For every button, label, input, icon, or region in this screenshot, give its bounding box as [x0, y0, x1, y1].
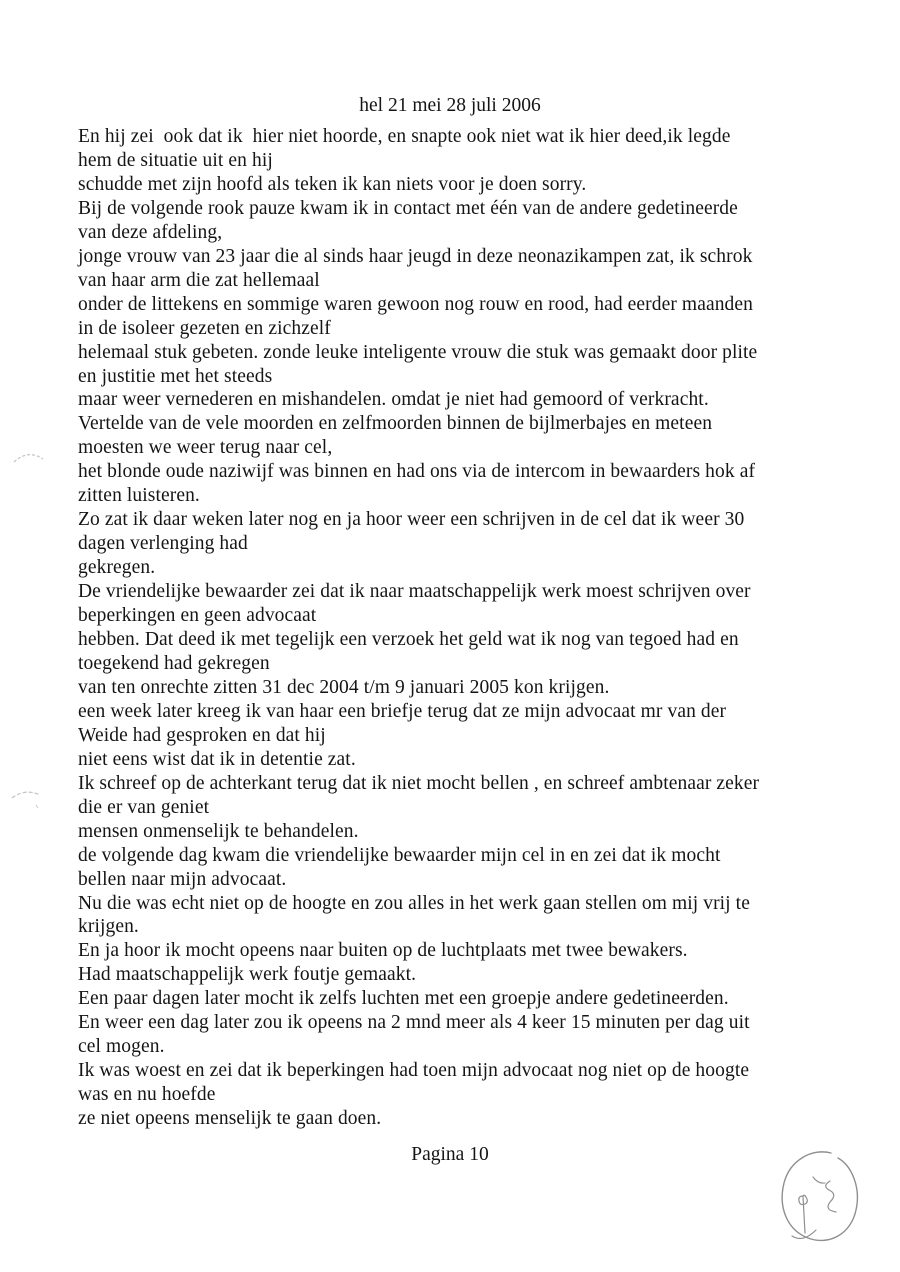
body-line: En hij zei ook dat ik hier niet hoorde, en snapte ook niet wat ik hier deed,ik legde — [78, 126, 731, 147]
body-line: De vriendelijke bewaarder zei dat ik naar maatschappelijk werk moest schrijven over — [78, 581, 751, 603]
body-line: maar weer vernederen en mishandelen. omdat je niet had gemoord of verkracht. — [78, 389, 709, 411]
body-line: schudde met zijn hoofd als teken ik kan niets voor je doen sorry. — [78, 173, 587, 195]
body-line: Bij de volgende rook pauze kwam ik in contact met één van de andere gedetineerde — [78, 197, 738, 219]
margin-mark-icon — [12, 792, 40, 798]
body-line: van haar arm die zat hellemaal — [78, 269, 320, 291]
body-line: helemaal stuk gebeten. zonde leuke inteligente vrouw die stuk was gemaakt door plite — [78, 341, 758, 363]
body-line: dagen verlenging had — [78, 533, 248, 555]
body-line: Een paar dagen later mocht ik zelfs luchten met een groepje andere gedetineerden. — [78, 988, 729, 1010]
body-line: niet eens wist dat ik in detentie zat. — [78, 748, 356, 770]
body-line: Had maatschappelijk werk foutje gemaakt. — [78, 964, 417, 986]
margin-mark-icon — [14, 455, 43, 462]
body-line: de volgende dag kwam die vriendelijke bewaarder mijn cel in en zei dat ik mocht — [78, 844, 721, 866]
body-line: het blonde oude naziwijf was binnen en had ons via de intercom in bewaarders hok af — [78, 461, 756, 483]
body-line: jonge vrouw van 23 jaar die al sinds haar jeugd in deze neonazikampen zat, ik schrok — [78, 245, 753, 267]
document-title: hel 21 mei 28 juli 2006 — [359, 95, 541, 116]
document-body — [78, 125, 838, 1131]
body-line: toegekend had gekregen — [78, 652, 270, 674]
body-line: hem de situatie uit en hij — [78, 149, 273, 171]
body-line: gekregen. — [78, 557, 156, 579]
body-line: een week later kreeg ik van haar een briefje terug dat ze mijn advocaat mr van der — [78, 700, 727, 722]
body-line: moesten we weer terug naar cel, — [78, 437, 333, 459]
body-line: En weer een dag later zou ik opeens na 2 mnd meer als 4 keer 15 minuten per dag uit — [78, 1012, 750, 1034]
body-line: van ten onrechte zitten 31 dec 2004 t/m 9 januari 2005 kon krijgen. — [78, 676, 610, 698]
body-line: was en nu hoefde — [78, 1084, 216, 1106]
body-line: Nu die was echt niet op de hoogte en zou alles in het werk gaan stellen om mij vrij te — [78, 892, 750, 914]
body-line: cel mogen. — [78, 1036, 165, 1058]
body-line: Vertelde van de vele moorden en zelfmoorden binnen de bijlmerbajes en meteen — [78, 413, 713, 435]
body-line: van deze afdeling, — [78, 221, 223, 243]
body-line: in de isoleer gezeten en zichzelf — [78, 317, 331, 339]
body-line: Ik schreef op de achterkant terug dat ik niet mocht bellen , en schreef ambtenaar zeker — [78, 772, 760, 794]
body-line: beperkingen en geen advocaat — [78, 605, 317, 627]
body-line: ze niet opeens menselijk te gaan doen. — [78, 1108, 382, 1130]
body-line: zitten luisteren. — [78, 485, 200, 507]
body-line: Ik was woest en zei dat ik beperkingen had toen mijn advocaat nog niet op de hoogte — [78, 1060, 750, 1082]
body-line: Zo zat ik daar weken later nog en ja hoor weer een schrijven in de cel dat ik weer 30 — [78, 509, 745, 531]
body-line: hebben. Dat deed ik met tegelijk een verzoek het geld wat ik nog van tegoed had en — [78, 629, 739, 651]
body-line: krijgen. — [78, 916, 139, 938]
margin-mark-icon — [36, 805, 38, 808]
body-line: die er van geniet — [78, 796, 210, 818]
body-line: en justitie met het steeds — [78, 365, 273, 387]
body-line: En ja hoor ik mocht opeens naar buiten op de luchtplaats met twee bewakers. — [78, 940, 688, 962]
body-line: mensen onmenselijk te behandelen. — [78, 820, 359, 842]
page-number: Pagina 10 — [411, 1144, 489, 1165]
body-line: onder de littekens en sommige waren gewoon nog rouw en rood, had eerder maanden — [78, 293, 754, 315]
body-line: Weide had gesproken en dat hij — [78, 724, 326, 746]
body-line: bellen naar mijn advocaat. — [78, 868, 287, 890]
